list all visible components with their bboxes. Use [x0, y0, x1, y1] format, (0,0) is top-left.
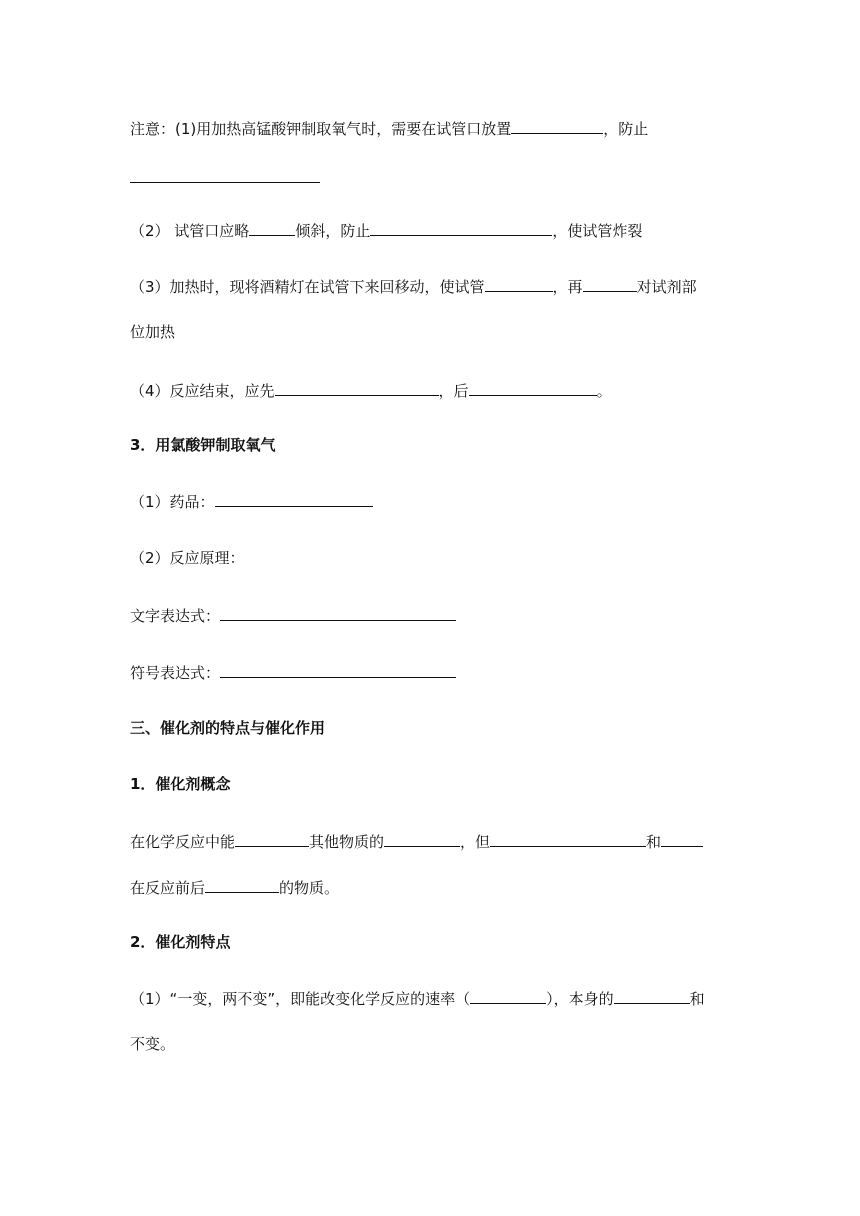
- note-item-4-text-a: （4）反应结束，应先: [130, 382, 275, 400]
- catalyst-concept-heading: 1．催化剂概念: [130, 775, 231, 793]
- fill-blank[interactable]: [511, 118, 603, 134]
- fill-blank[interactable]: [469, 380, 597, 396]
- fill-blank[interactable]: [130, 167, 320, 183]
- feature-text-a: （1）“一变，两不变”，即能改变化学反应的速率（: [130, 990, 471, 1008]
- feature-text-d: 不变。: [130, 1035, 176, 1053]
- feature-text-b: ），本身的: [546, 990, 614, 1008]
- catalyst-concept-line-1: [130, 831, 703, 852]
- note-item-1-text-b: ，防止: [603, 120, 649, 138]
- fill-blank[interactable]: [275, 380, 439, 396]
- note-item-2: [130, 220, 642, 241]
- note-item-2-text-c: ，使试管炸裂: [552, 222, 643, 240]
- concept-text-c: ，但: [460, 833, 491, 851]
- symbol-equation-line: [130, 662, 456, 683]
- fill-blank[interactable]: [614, 988, 690, 1004]
- fill-blank[interactable]: [235, 831, 309, 847]
- fill-blank[interactable]: [215, 491, 373, 507]
- note-item-3-text-a: （3）加热时，现将酒精灯在试管下来回移动，使试管: [130, 278, 485, 296]
- fill-blank[interactable]: [249, 220, 295, 236]
- fill-blank[interactable]: [220, 662, 456, 678]
- fill-blank[interactable]: [661, 831, 703, 847]
- note-item-2-text-a: （2） 试管口应略: [130, 222, 250, 240]
- symbol-equation-label: 符号表达式：: [130, 664, 221, 682]
- concept-text-e: 在反应前后: [130, 879, 206, 897]
- note-item-1-text-a: 注意：(1)用加热高锰酸钾制取氧气时，需要在试管口放置: [130, 120, 512, 138]
- word-equation-line: [130, 605, 456, 626]
- fill-blank[interactable]: [470, 988, 546, 1004]
- catalyst-feature-line-1: [130, 988, 705, 1009]
- catalyst-concept-line-2: [130, 877, 339, 898]
- concept-text-f: 的物质。: [279, 879, 340, 897]
- note-item-3-text-d: 位加热: [130, 323, 176, 341]
- note-item-3-text-c: 对试剂部: [636, 278, 697, 296]
- section-3-heading: 3．用氯酸钾制取氧气: [130, 436, 276, 454]
- fill-blank[interactable]: [490, 831, 646, 847]
- drug-label: （1）药品：: [130, 493, 215, 511]
- note-item-1-continued: [130, 167, 320, 188]
- feature-text-c: 和: [689, 990, 705, 1008]
- fill-blank[interactable]: [370, 220, 552, 236]
- note-item-2-text-b: 倾斜，防止: [295, 222, 371, 240]
- fill-blank[interactable]: [205, 877, 279, 893]
- concept-text-b: 其他物质的: [309, 833, 385, 851]
- drug-line: [130, 491, 373, 512]
- catalyst-feature-line-2: [130, 1034, 175, 1054]
- concept-text-d: 和: [646, 833, 662, 851]
- note-item-4-text-c: 。: [596, 382, 612, 400]
- concept-text-a: 在化学反应中能: [130, 833, 236, 851]
- part-3-heading: 三、催化剂的特点与催化作用: [130, 719, 326, 737]
- note-item-4-text-b: ，后: [438, 382, 469, 400]
- principle-label: （2）反应原理：: [130, 549, 245, 567]
- note-item-4: [130, 380, 612, 401]
- fill-blank[interactable]: [485, 276, 553, 292]
- note-item-3-continued: [130, 322, 175, 342]
- note-item-3-text-b: ，再: [552, 278, 583, 296]
- note-item-3: [130, 276, 697, 297]
- catalyst-feature-heading: 2．催化剂特点: [130, 933, 231, 951]
- fill-blank[interactable]: [384, 831, 460, 847]
- word-equation-label: 文字表达式：: [130, 607, 221, 625]
- note-item-1: [130, 118, 648, 139]
- fill-blank[interactable]: [220, 605, 456, 621]
- fill-blank[interactable]: [583, 276, 637, 292]
